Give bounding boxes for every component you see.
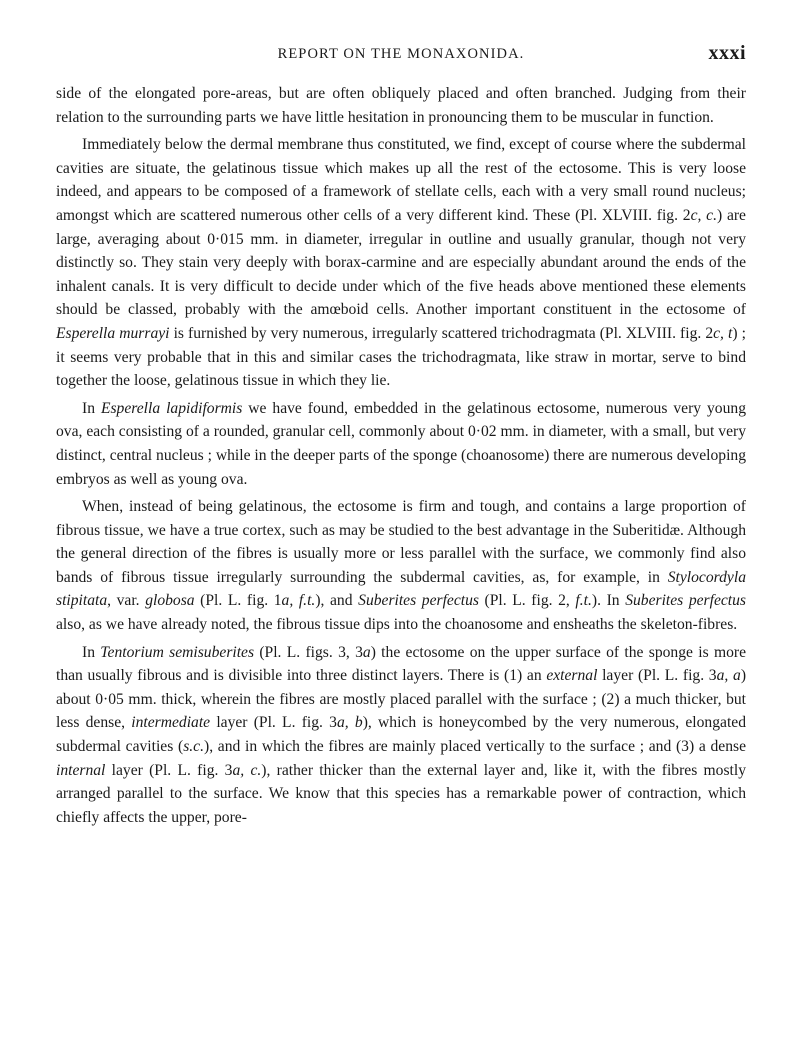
text-run: (Pl. L. figs. 3, 3 — [254, 643, 363, 661]
text-run: ) about 0·05 mm. thick, wherein the fibres are mostly placed parallel with the surface ; (2) a much thicker, but less dense, — [56, 667, 747, 732]
text-run: also, as we have already noted, the fibrous tissue dips into the choanosome and ensheaths the skeleton-fibres. — [56, 616, 738, 634]
text-run: , var. — [107, 592, 146, 610]
italic-text: f.t. — [575, 592, 592, 610]
text-run: we have found, embedded in the gelatinous ectosome, numerous very young ova, each consisting of a rounded, granular cell, commonly about 0·02 mm. in diameter, with a small, but very distinct, central nucleus ; while in the deeper parts of the sponge (choanosome) there are numerous developing embryos as well as young ova. — [56, 399, 746, 488]
paragraph — [56, 82, 746, 129]
text-run: Immediately below the dermal membrane thus constituted, we find, except of course where the subdermal cavities are situate, the gelatinous tissue which makes up all the rest of the ectosome. This is very loose indeed, and appears to be composed of a framework of stellate cells, each with a very small round nucleus; amongst which are scattered numerous other cells of a very different kind. These (Pl. XLVIII. fig. 2 — [56, 136, 746, 224]
italic-text: a, f.t. — [281, 592, 316, 610]
text-run: ) ; it seems very probable that in this and similar cases the trichodragmata, like straw in mortar, serve to bind together the loose, gelatinous tissue in which they lie. — [56, 324, 746, 390]
italic-text: Esperella lapidiformis — [100, 399, 243, 417]
italic-text: c, c. — [690, 206, 717, 224]
text-run: side of the elongated pore-areas, but are often obliquely placed and often branched. Judging from their relation to the surrounding parts we have little hesitation in pronouncing them to be muscular in function. — [56, 85, 746, 126]
paragraph — [56, 397, 746, 491]
text-run: In — [82, 643, 101, 661]
text-run: ), rather thicker than the external layer and, like it, with the fibres mostly arranged parallel to the surface. We know that this species has a remarkable power of contraction, which chiefly affects the upper, pore- — [56, 761, 746, 826]
text-run: When, instead of being gelatinous, the ectosome is firm and tough, and contains a large proportion of fibrous tissue, we have a true cortex, such as may be studied to the best advantage in the Suberitidæ. Although the general direction of the fibres is usually more or less parallel with the surface, we commonly find also bands of fibrous tissue irregularly surrounding the subdermal cavities, as, for example, in — [56, 498, 746, 586]
text-run: layer (Pl. L. fig. 3 — [105, 761, 233, 779]
text-run: ), and in which the fibres are mainly placed vertically to the surface ; and (3) a dense — [204, 738, 746, 756]
italic-text: globosa — [145, 592, 195, 610]
text-run: ), and — [315, 592, 359, 610]
italic-text: a, a — [716, 667, 741, 685]
running-title: REPORT ON THE MONAXONIDA. — [277, 46, 525, 62]
italic-text: c, t — [713, 324, 733, 342]
text-run: In — [82, 399, 101, 417]
paragraph — [56, 641, 746, 830]
text-run: (Pl. L. fig. 2, — [478, 592, 576, 610]
italic-text: Suberites perfectus — [358, 592, 479, 610]
text-run: layer (Pl. L. fig. 3 — [210, 714, 337, 732]
body-text — [56, 82, 746, 829]
italic-text: Tentorium semisuberites — [100, 643, 255, 661]
italic-text: a — [362, 643, 371, 661]
paragraph — [56, 133, 746, 393]
running-head — [56, 44, 746, 68]
italic-text: a, b — [336, 714, 363, 732]
italic-text: a, c. — [232, 761, 262, 779]
italic-text: external — [546, 667, 598, 685]
text-run: ), which is honeycombed by the very numerous, elongated subdermal cavities ( — [56, 714, 747, 756]
text-run: ) are large, averaging about 0·015 mm. in diameter, irregular in outline and usually granular, though not very distinctly so. They stain very deeply with borax-carmine and are especially abundant around the ends of the inhalent canals. It is very difficult to decide under which of the five heads above mentioned these elements should be classed, probably with the amœboid cells. Another important constituent in the ectosome of — [56, 206, 746, 319]
text-run: (Pl. L. fig. 1 — [194, 592, 282, 610]
italic-text: internal — [56, 761, 106, 779]
text-run: is furnished by very numerous, irregularly scattered trichodragmata (Pl. XLVIII. fig. 2 — [169, 324, 714, 342]
italic-text: intermediate — [131, 714, 211, 732]
page — [56, 44, 746, 833]
paragraph — [56, 495, 746, 637]
italic-text: Suberites perfectus — [625, 592, 746, 610]
italic-text: Esperella murrayi — [56, 324, 170, 342]
text-run: ) the ectosome on the upper surface of the sponge is more than usually fibrous and is divisible into three distinct layers. There is (1) an — [56, 643, 747, 685]
text-run: layer (Pl. L. fig. 3 — [597, 667, 717, 685]
italic-text: s.c. — [183, 738, 204, 756]
italic-text: Stylocordyla stipitata — [56, 568, 746, 610]
text-run: ). In — [591, 592, 626, 610]
page-number: xxxi — [708, 42, 746, 64]
